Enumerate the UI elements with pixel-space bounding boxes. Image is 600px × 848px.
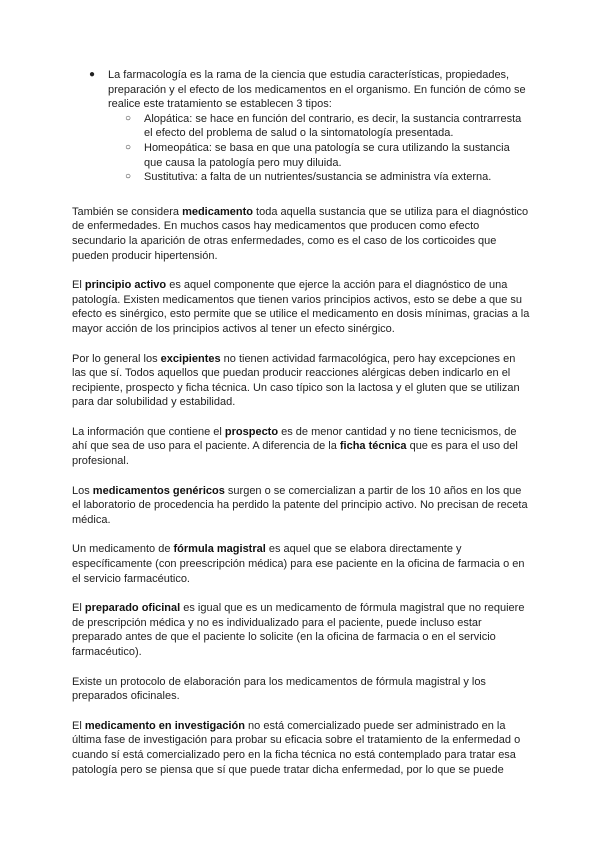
paragraph-protocolo: [72, 675, 530, 704]
paragraph-text: es igual que es un medicamento de fórmula magistral que no requiere de prescripción médica y no es individualizado para el paciente, puede incluso estar preparado antes de que el paciente lo solicite (en la oficina de farmacia o en el servicio farmacéutico).: [72, 602, 525, 658]
paragraph-text: El: [72, 602, 85, 615]
bold-term: prospecto: [224, 425, 279, 438]
paragraph-text: no está comercializado puede ser administrado en la última fase de investigación para probar su eficacia sobre el tratamiento de la enfermedad o cuando sí está comercializado pero en la ficha técnica no está contemplado para tratar esa patología pero se piensa que sí que puede tratar dicha enfermedad, por lo que se puede: [72, 719, 521, 776]
paragraph-text: es aquel que se elabora directamente y específicamente (con preescripción médica) para ese paciente en la oficina de farmacia o en el servicio farmacéutico.: [72, 543, 525, 585]
bold-term: principio activo: [84, 279, 167, 292]
bold-term: fórmula magistral: [173, 543, 266, 556]
paragraph-text: es aquel componente que ejerce la acción para el diagnóstico de una patología. Existen medicamentos que tienen varios principios activos, esto se debe a que su efecto es sinérgico, esto permite que se utilice el medicamento en dosis mínimas, gracias a la mayor acción de los principios activos al tener un efecto sinérgico.: [72, 279, 530, 335]
bold-term: medicamento: [182, 205, 253, 218]
document-page: [72, 68, 530, 792]
paragraph-text: es de menor cantidad y no tiene tecnicismos, de ahí que sea de uso para el paciente. A diferencia de la: [72, 425, 517, 453]
paragraph-medicamento-investigacion: [72, 719, 530, 777]
paragraph-preparado-oficinal: [72, 601, 530, 659]
paragraph-text: Los: [72, 484, 93, 497]
paragraph-text: El: [72, 279, 85, 292]
bullet-text: La farmacología es la rama de la ciencia que estudia características, propiedades, preparación y el efecto de los medicamentos en el organismo. En función de cómo se realice este tratamiento se establecen 3 tipos:: [108, 69, 526, 111]
paragraph-formula-magistral: [72, 542, 530, 586]
bold-term: preparado oficinal: [84, 602, 181, 615]
bullet-dot-icon: ●: [89, 69, 96, 80]
sub-bullet-text: Sustitutiva: a falta de un nutrientes/sustancia se administra vía externa.: [144, 171, 492, 184]
sub-bullet-text: Homeopática: se basa en que una patología se cura utilizando la sustancia que causa la patología pero muy diluida.: [144, 141, 510, 169]
paragraph-text: El: [72, 719, 85, 732]
paragraph-text: También se considera: [72, 205, 183, 218]
bold-term: ficha técnica: [339, 440, 407, 453]
paragraph-text: Por lo general los: [72, 352, 161, 365]
bold-term: excipientes: [160, 352, 221, 365]
bold-term: medicamentos genéricos: [92, 484, 225, 497]
sub-bullet-sustitutiva: [125, 170, 530, 185]
hollow-circle-icon: ○: [125, 141, 132, 153]
paragraph-text: Un medicamento de: [72, 543, 174, 556]
paragraph-text: toda aquella sustancia que se utiliza para el diagnóstico de enfermedades. En muchos casos hay medicamentos que producen como efecto secundario la aparición de otras enfermedades, como es el caso de los corticoides que pueden producir hipertensión.: [72, 205, 529, 262]
hollow-circle-icon: ○: [125, 112, 132, 124]
paragraph-medicamentos-genericos: [72, 484, 530, 528]
hollow-circle-icon: ○: [125, 171, 132, 183]
sub-bullet-alopatica: [125, 112, 530, 141]
paragraph-principio-activo: [72, 278, 530, 336]
bullet-item-farmacologia: [72, 68, 530, 185]
paragraph-text: no tienen actividad farmacológica, pero hay excepciones en las que sí. Todos aquellos que puedan producir reacciones alérgicas deben indicarlo en el recipiente, prospecto y ficha técnica. Un caso típico son la lactosa y el gluten que se utilizan para dar solubilidad y estabilidad.: [72, 352, 520, 409]
bold-term: medicamento en investigación: [84, 719, 245, 732]
paragraph-excipientes: [72, 352, 530, 410]
paragraph-text: Existe un protocolo de elaboración para los medicamentos de fórmula magistral y los preparados oficinales.: [72, 675, 486, 703]
paragraph-medicamento: [72, 205, 530, 263]
paragraph-text: La información que contiene el: [72, 425, 225, 438]
paragraph-text: surgen o se comercializan a partir de los 10 años en los que el laboratorio de procedencia ha perdido la patente del principio activo. No precisan de receta médica.: [72, 484, 528, 526]
sub-bullet-list: [108, 112, 530, 185]
sub-bullet-homeopatica: [125, 141, 530, 170]
paragraph-text: que es para el uso del profesional.: [72, 440, 518, 468]
sub-bullet-text: Alopática: se hace en función del contrario, es decir, la sustancia contrarresta el efecto del problema de salud o la sintomatología presentada.: [144, 112, 522, 140]
paragraph-prospecto: [72, 425, 530, 469]
